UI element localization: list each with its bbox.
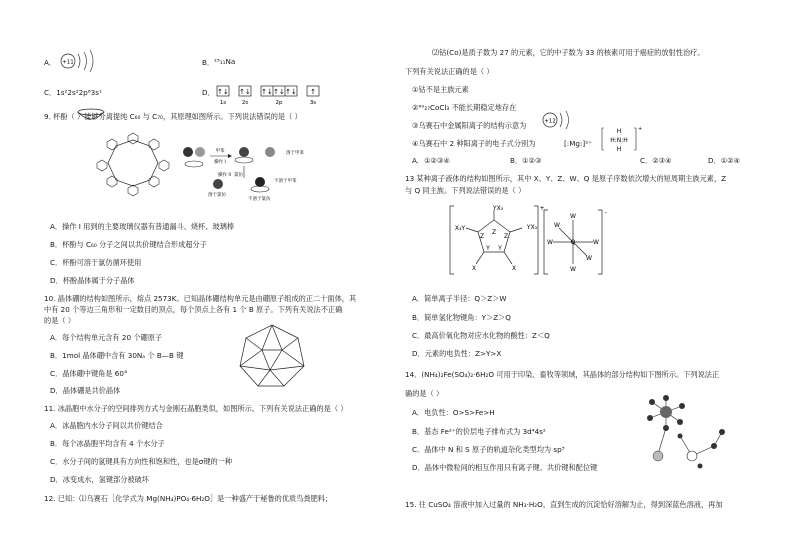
q14-stem: 14．(NH₄)₂Fe(SO₄)₂·6H₂O 可用于印染、畜牧等领域，其晶体的部分结构如下图所示。下列说法正 [405,370,720,379]
svg-text:Z: Z [491,229,497,236]
svg-text:W: W [570,213,576,220]
q8-option-b-label: B． [202,58,215,67]
q12-item-1: ①钴不是主族元素 [412,85,469,94]
fig-label-soluble-toluene: 溶于甲苯 [286,151,304,156]
svg-text:H: H [616,128,622,135]
svg-text:Y: Y [498,245,502,252]
svg-text:-: - [604,209,608,216]
orbital-label: 1s [219,100,227,106]
ionic-liquid-structure [448,202,618,282]
q13-option-c: C．最高价氧化物对应水化物的酸性：Z＜Q [412,331,550,340]
atom-nucleus-label: +11 [62,59,74,66]
q11-option-b: B．每个冰晶胞平均含有 4 个水分子 [50,439,165,448]
q14-option-d: D．晶体中微粒间的相互作用只有离子键、共价键和配位键 [412,463,598,472]
mg-ion-diagram [540,108,580,132]
q14-stem-line2: 确的是（ ） [405,389,444,398]
fig-label-chloroform: 氯仿 [234,173,243,178]
svg-text:↑↓: ↑↓ [217,88,229,96]
q10-option-c: C．晶体硼中键角是 60° [50,369,128,378]
q9-option-a: A．操作 I 用到的主要玻璃仪器有普通漏斗、烧杯、玻璃棒 [50,222,235,231]
q12-option-a: A．①②③④ [412,156,450,165]
q12-item-2: ②⁶⁰₂₇CoCl₃ 不能长期稳定地存在 [412,103,517,112]
svg-text:W: W [547,239,553,246]
q12-line1: ⑵钴(Co)是质子数为 27 的元素，它的中子数为 33 的核素可用于癌症的放射性治疗。 [432,48,705,57]
svg-text:YX₃: YX₃ [526,224,538,231]
svg-text:↑↓: ↑↓ [273,88,285,96]
q9-option-c: C．杯酚可溶于氯仿循环使用 [50,258,142,267]
svg-text:H: H [616,146,622,153]
q9-option-d: D．杯酚晶体属于分子晶体 [50,276,135,285]
q13-option-a: A．简单离子半径：Q＞Z＞W [412,294,507,303]
q10-stem-line3: 的是（ ） [44,316,76,325]
q13-stem-line2: 与 Q 同主族。下列说法错误的是（ ） [405,186,526,195]
q11-stem: 11. 冰晶胞中水分子的空间排列方式与金刚石晶胞类似，如图所示。下列有关说法正确的是（ ） [44,404,348,413]
q12-option-c: C．②③④ [640,156,672,165]
fig-label-insoluble-toluene: 不溶于甲苯 [274,179,297,184]
orbital-label: 2p [275,100,283,106]
svg-text:Z: Z [503,233,509,240]
q14-option-c: C．晶体中 N 和 S 原子的轨道杂化类型均为 sp³ [412,445,565,454]
fig-label-soluble-chloroform: 溶于氯仿 [208,193,226,198]
q12-option-b: B．①②③ [510,156,542,165]
svg-text:Q: Q [570,239,576,246]
orbital-diagram [215,84,325,106]
svg-text:X₃Y: X₃Y [454,225,466,232]
calixarene-bowl-icon [76,108,106,122]
q12-line2: 下列有关说法正确的是（ ） [405,67,494,76]
q8-option-c: C．1s²2s²2p⁶3s¹ [44,88,102,97]
q15-stem: 15. 往 CuSO₄ 溶液中加入过量的 NH₃·H₂O，直到生成的沉淀恰好溶解为止，得到深蓝色溶液，再加 [405,500,723,509]
fig-label-op2: 操作 II [218,173,232,178]
separation-process-figure [178,132,318,202]
q9-stem: 9. 杯酚（ ）能够分离提纯 C₆₀ 与 C₇₀，其原理如图所示。下列说法错误的是（ ） [44,112,302,121]
q11-option-a: A．冰晶胞内水分子间以共价键结合 [50,421,163,430]
icosahedron-figure [236,322,308,390]
sodium-atom-diagram [58,48,98,74]
svg-text:YX₃: YX₃ [492,205,504,212]
q8-option-d-label: D． [202,88,215,97]
q10-option-d: D．晶体硼是共价晶体 [50,386,121,395]
orbital-label: 2s [241,100,249,106]
svg-text:↑↓: ↑↓ [261,88,273,96]
q11-option-d: D．冰变成水，氢键部分被破坏 [50,475,149,484]
svg-text:↑: ↑ [310,88,316,96]
q8-option-b-text: ²³₁₁Na [214,57,236,66]
q9-option-b: B．杯酚与 C₆₀ 分子之间以共价键结合形成超分子 [50,240,207,249]
svg-text:W: W [586,255,592,262]
svg-text:W: W [593,239,599,246]
svg-text:↑↓: ↑↓ [285,88,297,96]
calixarene-structure-figure [88,130,178,200]
mg-nucleus-label: +12 [544,118,556,125]
fig-label-toluene: 甲苯 [215,149,225,154]
q13-option-d: D．元素的电负性：Z>Y>X [412,349,502,358]
q12-item-4: ④乌赛石中 2 种阳离子的电子式分别为 [412,139,536,148]
q12-item-3: ③乌赛石中金属阳离子的结构示意为 [412,121,527,130]
ammonium-electron-formula [600,124,643,154]
q8-option-a-label: A． [44,58,57,67]
mg-electron-formula: [:Mg:]²⁺ [564,139,592,148]
svg-text:Z: Z [479,233,485,240]
q11-option-c: C．水分子间的氢键具有方向性和饱和性，也是σ键的一种 [50,457,233,466]
svg-text:W: W [554,222,560,229]
q13-option-b: B．简单氢化物键角：Y＞Z＞Q [412,313,511,322]
orbital-label: 3s [309,100,317,106]
q14-option-b: B．基态 Fe²⁺的价层电子排布式为 3d⁴4s² [412,427,546,436]
q14-option-a: A．电负性：O>S>Fe>H [412,408,495,417]
svg-text:W: W [570,266,576,273]
svg-text:X: X [471,265,477,272]
fig-label-insoluble-chloroform: 不溶于氯仿 [248,197,271,202]
q10-stem-line2: 中有 20 个等边三角形和一定数目的顶点，每个顶点上各有 1 个 B 原子。下列有关说法不正确 [44,305,343,314]
svg-text:X: X [511,265,517,272]
q13-stem: 13 某种离子液体的结构如图所示，其中 X、Y、Z、W、Q 是原子序数依次增大的短周期主族元素，Z [405,174,727,183]
q10-option-a: A．每个结构单元含有 20 个硼原子 [50,333,163,342]
fig-label-op1: 操作 I [214,160,226,165]
q10-option-b: B．1mol 晶体硼中含有 30Nₐ 个 B—B 键 [50,351,184,360]
svg-text:H:N:H: H:N:H [610,137,628,144]
q12-option-d: D．①②④ [708,156,741,165]
svg-text:+: + [638,126,643,132]
svg-text:+: + [539,205,545,212]
svg-text:Y: Y [486,245,490,252]
crystal-structure-figure [636,392,740,472]
q12-stem: 12. 已知：⑴乌赛石［化学式为 Mg(NH₄)PO₄·6H₂O］是一种盛产于秘鲁的优质鸟粪肥料； [44,494,333,503]
q10-stem: 10. 晶体硼的结构如图所示，熔点 2573K。已知晶体硼结构单元是由硼原子组成的正二十面体，其 [44,294,357,303]
svg-text:↑↓: ↑↓ [239,88,251,96]
